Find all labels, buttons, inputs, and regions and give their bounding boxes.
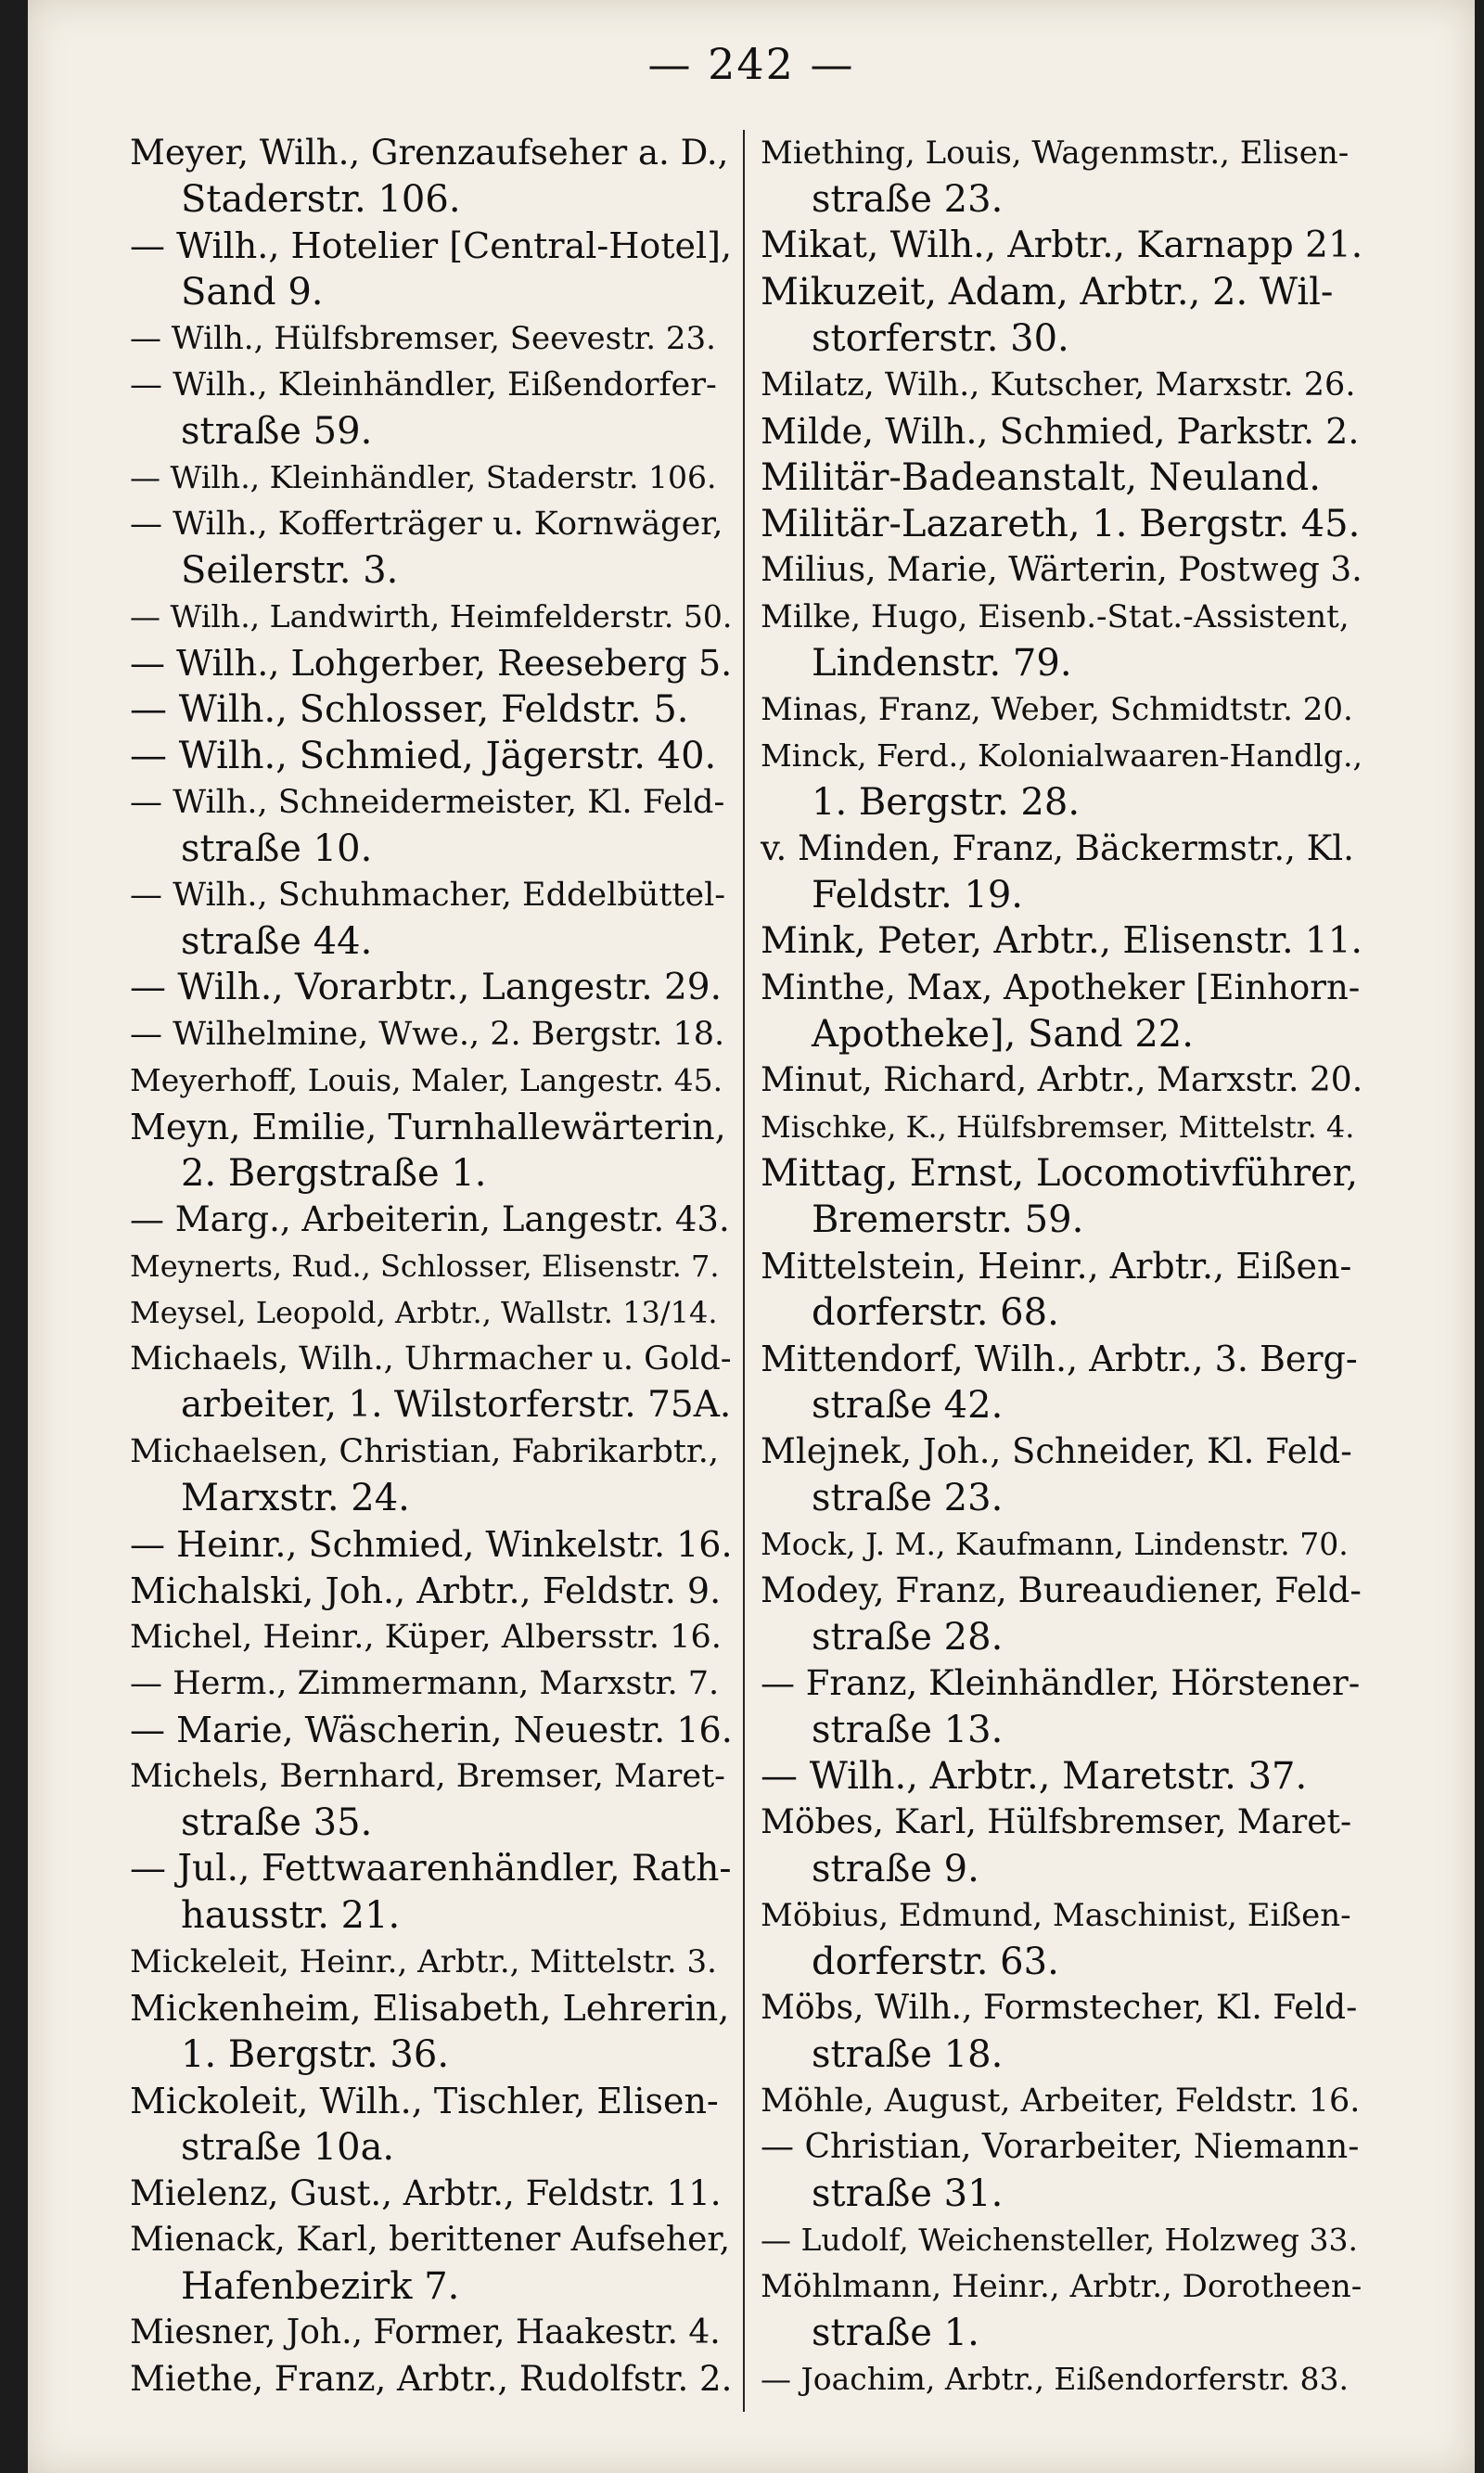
entry-continuation: dorferstr. 68. bbox=[812, 1291, 1059, 1334]
entry-continuation: straße 13. bbox=[812, 1709, 1004, 1751]
directory-entry: — Wilh., Hülfsbremser, Seevestr. 23. bbox=[130, 320, 716, 357]
entry-continuation: straße 23. bbox=[812, 1477, 1004, 1519]
entry-continuation: Seilerstr. 3. bbox=[181, 549, 399, 592]
entry-continuation: straße 59. bbox=[181, 410, 373, 453]
directory-entry: Miesner, Joh., Former, Haakestr. 4. bbox=[130, 2313, 721, 2351]
directory-entry: Michaelsen, Christian, Fabrikarbtr., bbox=[130, 1433, 720, 1470]
directory-page bbox=[28, 0, 1475, 2473]
directory-entry: — Wilh., Lohgerber, Reeseberg 5. bbox=[130, 643, 733, 684]
directory-entry: — Marie, Wäscherin, Neuestr. 16. bbox=[130, 1710, 733, 1750]
directory-entry: Milde, Wilh., Schmied, Parkstr. 2. bbox=[761, 411, 1360, 452]
directory-entry: Meysel, Leopold, Arbtr., Wallstr. 13/14. bbox=[130, 1295, 718, 1330]
directory-entry: Miething, Louis, Wagenmstr., Elisen- bbox=[761, 135, 1350, 172]
entry-continuation: Lindenstr. 79. bbox=[812, 642, 1072, 685]
directory-entry: Militär-Badeanstalt, Neuland. bbox=[761, 456, 1321, 499]
directory-entry: Mittag, Ernst, Locomotivführer, bbox=[761, 1152, 1359, 1195]
entry-continuation: 1. Bergstr. 28. bbox=[812, 781, 1081, 824]
directory-entry: — Wilh., Schneidermeister, Kl. Feld- bbox=[130, 784, 725, 821]
directory-entry: Miethe, Franz, Arbtr., Rudolfstr. 2. bbox=[130, 2359, 733, 2399]
entry-continuation: hausstr. 21. bbox=[181, 1894, 401, 1937]
directory-entry: — Wilh., Kofferträger u. Kornwäger, bbox=[130, 506, 723, 543]
directory-entry: Mittendorf, Wilh., Arbtr., 3. Berg- bbox=[761, 1339, 1358, 1379]
directory-entry: Minut, Richard, Arbtr., Marxstr. 20. bbox=[761, 1061, 1363, 1099]
directory-entry: — Joachim, Arbtr., Eißendorferstr. 83. bbox=[761, 2361, 1349, 2397]
entry-continuation: straße 9. bbox=[812, 1848, 979, 1890]
directory-entry: Militär-Lazareth, 1. Bergstr. 45. bbox=[761, 503, 1361, 545]
directory-entry: Milatz, Wilh., Kutscher, Marxstr. 26. bbox=[761, 366, 1356, 404]
directory-entry: Michalski, Joh., Arbtr., Feldstr. 9. bbox=[130, 1570, 722, 1611]
right-column bbox=[761, 130, 1363, 2403]
directory-entry: — Wilh., Kleinhändler, Staderstr. 106. bbox=[130, 459, 717, 495]
directory-entry: — Wilh., Schmied, Jägerstr. 40. bbox=[130, 735, 717, 777]
directory-entry: Michaels, Wilh., Uhrmacher u. Gold- bbox=[130, 1340, 732, 1377]
directory-entry: Mielenz, Gust., Arbtr., Feldstr. 11. bbox=[130, 2173, 722, 2213]
directory-entry: Mischke, K., Hülfsbremser, Mittelstr. 4. bbox=[761, 1109, 1355, 1145]
entry-continuation: straße 44. bbox=[181, 920, 373, 963]
left-column bbox=[130, 130, 733, 2403]
directory-entry: Meyer, Wilh., Grenzaufseher a. D., bbox=[130, 133, 729, 173]
directory-entry: — Wilh., Arbtr., Maretstr. 37. bbox=[761, 1755, 1308, 1798]
directory-entry: Minck, Ferd., Kolonialwaaren-Handlg., bbox=[761, 737, 1362, 774]
directory-entry: Mock, J. M., Kaufmann, Lindenstr. 70. bbox=[761, 1526, 1349, 1562]
directory-entry: — Christian, Vorarbeiter, Niemann- bbox=[761, 2128, 1360, 2166]
directory-entry: — Jul., Fettwaarenhändler, Rath- bbox=[130, 1848, 732, 1890]
directory-entry: — Wilh., Hotelier [Central-Hotel], bbox=[130, 225, 733, 266]
directory-entry: Mink, Peter, Arbtr., Elisenstr. 11. bbox=[761, 920, 1362, 962]
directory-entry: — Wilh., Vorarbtr., Langestr. 29. bbox=[130, 967, 723, 1008]
entry-continuation: storferstr. 30. bbox=[812, 317, 1069, 360]
entry-continuation: straße 42. bbox=[812, 1384, 1004, 1427]
directory-entry: Mlejnek, Joh., Schneider, Kl. Feld- bbox=[761, 1431, 1352, 1471]
directory-entry: Meyn, Emilie, Turnhallewärterin, bbox=[130, 1107, 726, 1147]
directory-entry: Meyerhoff, Louis, Maler, Langestr. 45. bbox=[130, 1062, 723, 1098]
directory-entry: — Wilh., Kleinhändler, Eißendorfer- bbox=[130, 366, 717, 404]
entry-continuation: dorferstr. 63. bbox=[812, 1941, 1059, 1983]
directory-entry: v. Minden, Franz, Bäckermstr., Kl. bbox=[761, 828, 1354, 868]
directory-entry: Mickenheim, Elisabeth, Lehrerin, bbox=[130, 1988, 730, 2029]
entry-continuation: straße 28. bbox=[812, 1616, 1004, 1659]
page-number: — 242 — bbox=[647, 39, 855, 89]
entry-continuation: straße 31. bbox=[812, 2172, 1004, 2215]
directory-entry: Mikuzeit, Adam, Arbtr., 2. Wil- bbox=[761, 271, 1334, 314]
entry-continuation: Feldstr. 19. bbox=[812, 874, 1024, 916]
directory-entry: — Heinr., Schmied, Winkelstr. 16. bbox=[130, 1524, 733, 1565]
directory-entry: Meynerts, Rud., Schlosser, Elisenstr. 7. bbox=[130, 1249, 720, 1284]
entry-continuation: straße 10a. bbox=[181, 2126, 395, 2169]
entry-continuation: arbeiter, 1. Wilstorferstr. 75A. bbox=[181, 1384, 732, 1426]
entry-continuation: Bremerstr. 59. bbox=[812, 1198, 1084, 1241]
directory-entry: — Franz, Kleinhändler, Hörstener- bbox=[761, 1663, 1361, 1703]
directory-entry: — Herm., Zimmermann, Marxstr. 7. bbox=[130, 1665, 720, 1702]
directory-entry: Minthe, Max, Apotheker [Einhorn- bbox=[761, 967, 1361, 1007]
directory-entry: Mikat, Wilh., Arbtr., Karnapp 21. bbox=[761, 224, 1363, 266]
directory-entry: Möbs, Wilh., Formstecher, Kl. Feld- bbox=[761, 1989, 1358, 2027]
directory-entry: Mickeleit, Heinr., Arbtr., Mittelstr. 3. bbox=[130, 1943, 717, 1980]
column-divider bbox=[743, 130, 745, 2412]
directory-entry: Möbius, Edmund, Maschinist, Eißen- bbox=[761, 1897, 1351, 1934]
directory-entry: Michels, Bernhard, Bremser, Maret- bbox=[130, 1758, 725, 1795]
directory-entry: Mickoleit, Wilh., Tischler, Elisen- bbox=[130, 2081, 719, 2121]
directory-entry: Michel, Heinr., Küper, Albersstr. 16. bbox=[130, 1619, 722, 1656]
directory-entry: Mittelstein, Heinr., Arbtr., Eißen- bbox=[761, 1246, 1352, 1287]
entry-continuation: straße 23. bbox=[812, 178, 1004, 221]
entry-continuation: straße 18. bbox=[812, 2033, 1004, 2076]
entry-continuation: 1. Bergstr. 36. bbox=[181, 2033, 450, 2076]
entry-continuation: 2. Bergstraße 1. bbox=[181, 1152, 487, 1195]
entry-continuation: Marxstr. 24. bbox=[181, 1477, 410, 1519]
entry-continuation: straße 35. bbox=[181, 1801, 373, 1844]
directory-entry: Möhlmann, Heinr., Arbtr., Dorotheen- bbox=[761, 2268, 1362, 2305]
entry-continuation: straße 1. bbox=[812, 2312, 979, 2354]
directory-entry: — Ludolf, Weichensteller, Holzweg 33. bbox=[761, 2222, 1358, 2258]
directory-entry: — Wilh., Landwirth, Heimfelderstr. 50. bbox=[130, 598, 733, 634]
directory-entry: Möhle, August, Arbeiter, Feldstr. 16. bbox=[761, 2082, 1361, 2120]
directory-entry: Milke, Hugo, Eisenb.-Stat.-Assistent, bbox=[761, 598, 1350, 635]
directory-entry: Mienack, Karl, berittener Aufseher, bbox=[130, 2221, 731, 2259]
directory-entry: Modey, Franz, Bureaudiener, Feld- bbox=[761, 1570, 1362, 1610]
entry-continuation: Hafenbezirk 7. bbox=[181, 2265, 460, 2308]
entry-continuation: Apotheke], Sand 22. bbox=[812, 1013, 1194, 1056]
entry-continuation: Staderstr. 106. bbox=[181, 178, 461, 221]
directory-entry: — Wilh., Schuhmacher, Eddelbüttel- bbox=[130, 877, 726, 914]
directory-entry: — Wilhelmine, Wwe., 2. Bergstr. 18. bbox=[130, 1016, 725, 1053]
directory-entry: Minas, Franz, Weber, Schmidtstr. 20. bbox=[761, 691, 1353, 728]
directory-entry: Milius, Marie, Wärterin, Postweg 3. bbox=[761, 551, 1362, 589]
directory-entry: — Marg., Arbeiterin, Langestr. 43. bbox=[130, 1199, 730, 1239]
directory-entry: Möbes, Karl, Hülfsbremser, Maret- bbox=[761, 1803, 1352, 1841]
entry-continuation: straße 10. bbox=[181, 827, 373, 870]
directory-entry: — Wilh., Schlosser, Feldstr. 5. bbox=[130, 688, 689, 731]
entry-continuation: Sand 9. bbox=[181, 271, 324, 314]
